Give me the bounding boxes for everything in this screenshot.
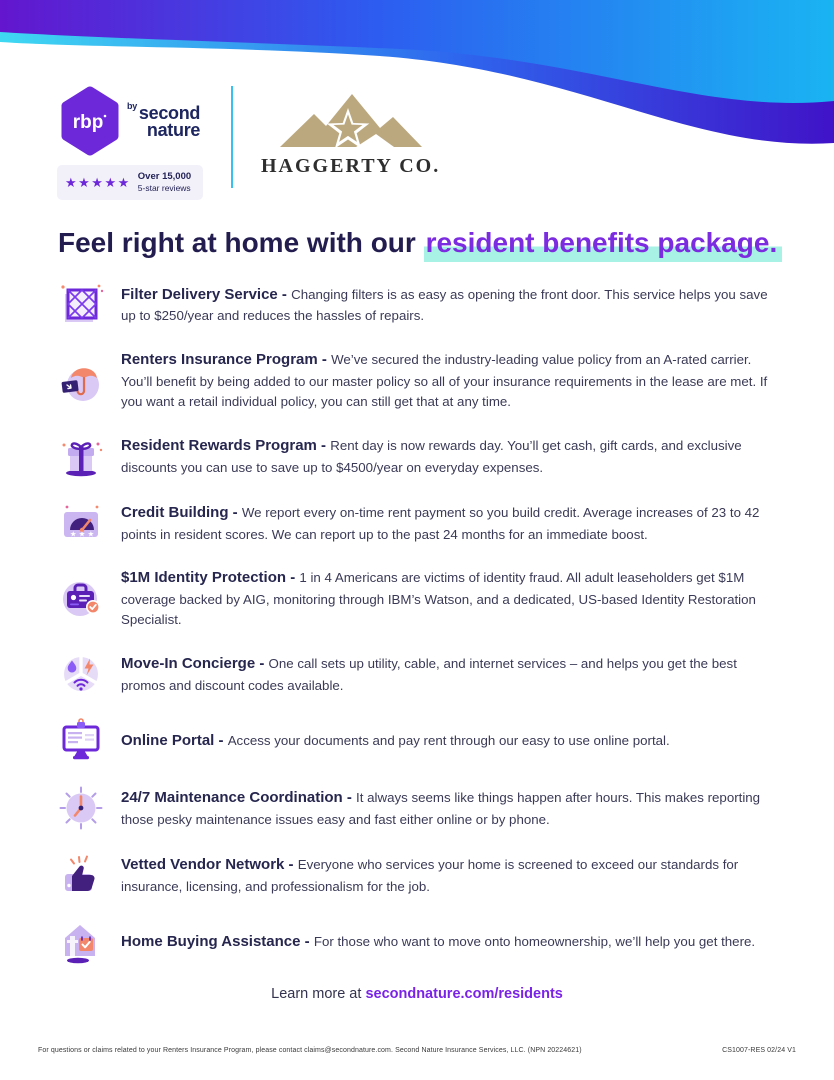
benefit-row-identity-protection: $1M Identity Protection - 1 in 4 Americans are victims of identity fraud. All adult leaseholders get $1M coverage backed by AIG, monitoring through IBM’s Watson, and a dedicated, US-based Identity Restoration Specialist. [57, 567, 775, 630]
air-filter-icon [57, 282, 105, 328]
second-nature-wordmark: $^{by}$ second nature [127, 101, 201, 141]
rbp-brand-block [57, 86, 209, 200]
benefit-row-vendor-network: Vetted Vendor Network - Everyone who services your home is screened to exceed our standards for insurance, licensing, and professionalism for the job. [57, 852, 775, 898]
by-label: by [127, 101, 137, 111]
thumbs-up-icon [57, 852, 105, 898]
benefit-row-maintenance: 24/7 Maintenance Coordination - It always seems like things happen after hours. This makes reporting those pesky maintenance issues easy and fast either online or by phone. [57, 785, 775, 831]
id-card-icon [57, 576, 105, 622]
rbp-logo-icon [57, 86, 123, 156]
title-highlight: resident benefits package. [424, 227, 783, 262]
benefit-row-renters-insurance: Renters Insurance Program - We’ve secured the industry-leading value policy from an A-rated carrier. You’ll benefit by being added to our master policy so all of your insurance requirements in the lease are met. If you want a retail individual policy, you can still get that at any time. [57, 349, 775, 412]
benefits-list [57, 282, 775, 986]
clock-icon [57, 785, 105, 831]
monitor-icon [57, 718, 105, 764]
utilities-pie-icon [57, 651, 105, 697]
page-title: Feel right at home with our resident benefits package. [58, 227, 782, 259]
benefit-row-filter-delivery: Filter Delivery Service - Changing filters is as easy as opening the front door. This service helps you save up to $250/year and reduces the hassles of repairs. [57, 282, 775, 328]
reviews-caption: 5-star reviews [137, 183, 191, 194]
benefit-row-credit-building: ★ ★ ★ Credit Building - We report every on-time rent payment so you build credit. Average increases of 23 to 42 points in resident scores. We can report up to the past 24 months for an immediate boost. [57, 500, 775, 546]
five-stars-icon: ★★★★★ [65, 174, 131, 190]
logo-divider [231, 86, 233, 188]
learn-more-line: Learn more at secondnature.com/residents [271, 986, 563, 1002]
credit-gauge-icon [57, 500, 105, 546]
benefit-row-resident-rewards: Resident Rewards Program - Rent day is now rewards day. You’ll get cash, gift cards, and exclusive discounts you can use to save up to $4500/year on everyday expenses. [57, 433, 775, 479]
house-check-icon [57, 919, 105, 965]
reviews-count: Over 15,000 [137, 171, 192, 182]
svg-text:rbp: rbp [72, 112, 104, 133]
fine-print-bar [38, 1047, 796, 1054]
partner-brand-block [261, 90, 440, 178]
gift-icon [57, 433, 105, 479]
legal-text: For questions or claims related to your Renters Insurance Program, please contact claims@secondnature.com. Second Nature Insurance Services, LLC. (NPN 20224621) [38, 1047, 582, 1054]
benefit-row-home-buying: Home Buying Assistance - For those who want to move onto homeownership, we’ll help you get there. [57, 919, 775, 965]
reviews-badge [57, 165, 203, 200]
logo-row [57, 86, 440, 200]
mountain-logo-icon [276, 90, 426, 152]
umbrella-icon [57, 358, 105, 404]
benefit-row-online-portal: Online Portal - Access your documents and pay rent through our easy to use online portal. [57, 718, 775, 764]
partner-name: HAGGERTY CO. [261, 155, 441, 177]
benefit-row-move-in-concierge: Move-In Concierge - One call sets up utility, cable, and internet services – and helps you get the best promos and discount codes available. [57, 651, 775, 697]
svg-text:★ ★ ★: ★ ★ ★ [69, 529, 95, 539]
doc-code: CS1007-RES 02/24 V1 [722, 1047, 796, 1054]
learn-more-link[interactable]: secondnature.com/residents [365, 986, 563, 1002]
